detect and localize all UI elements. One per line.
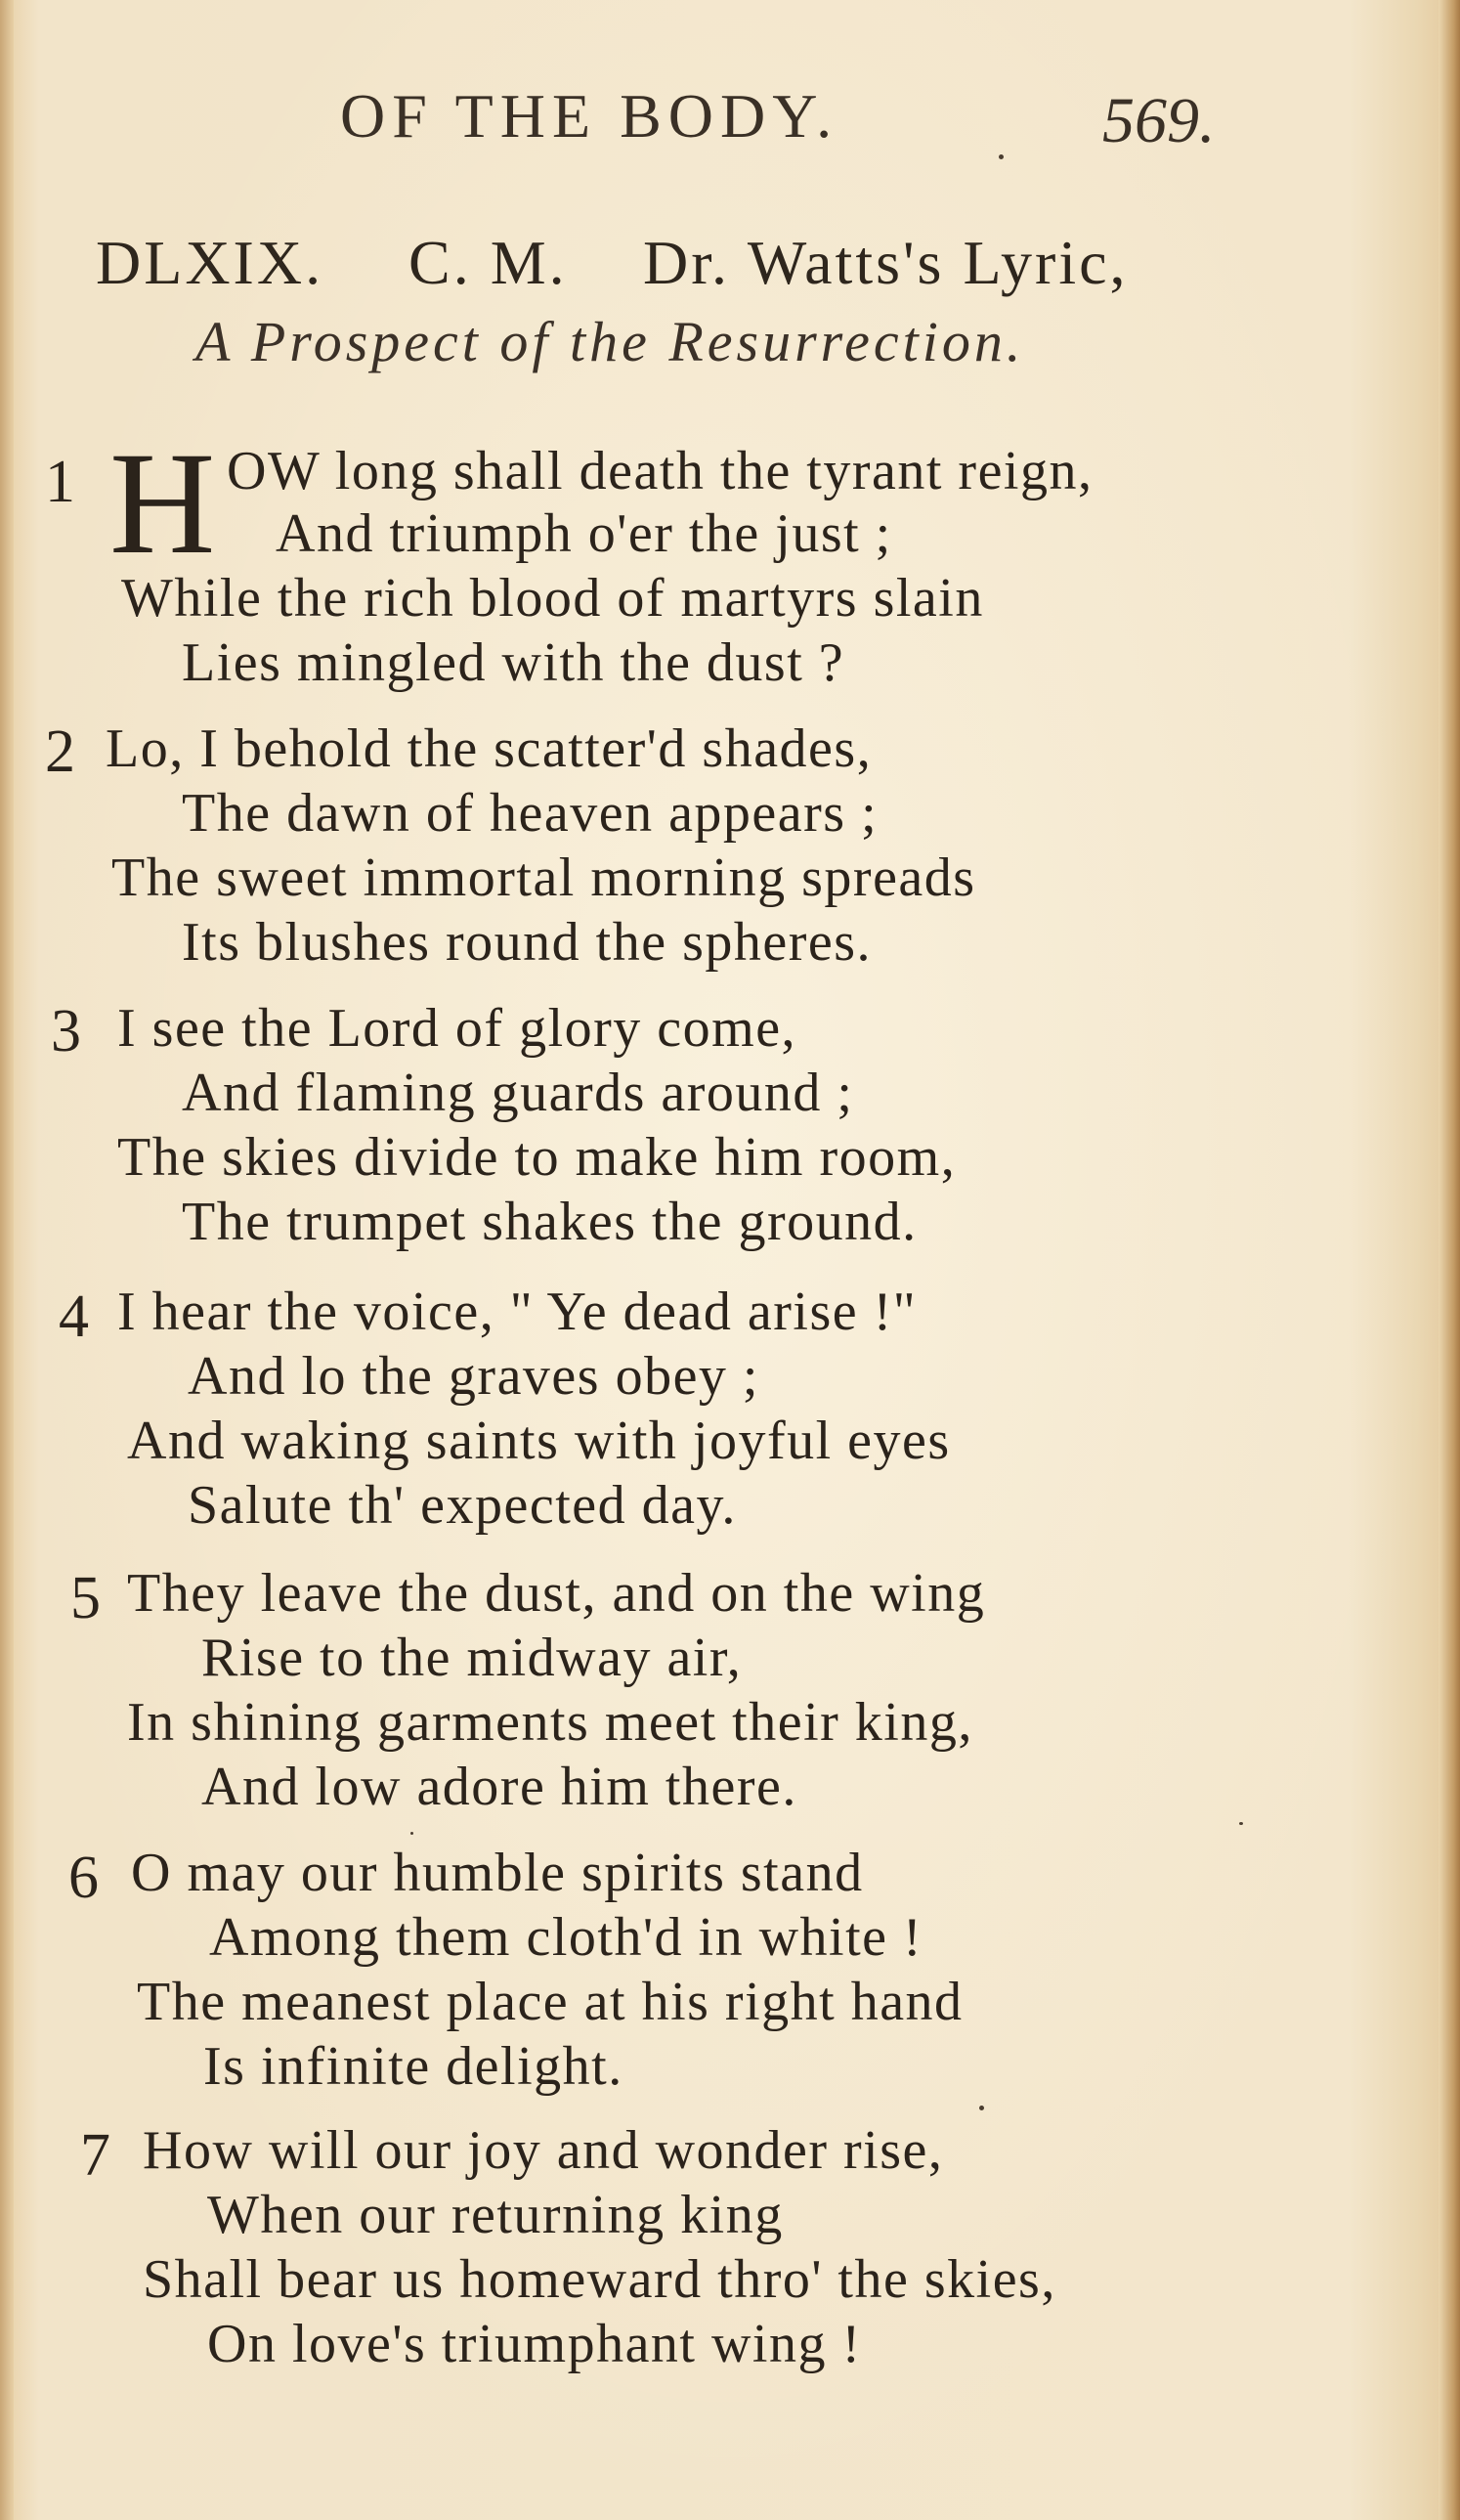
page-header: [0, 80, 1460, 158]
hymn-author: Dr. Watts's Lyric,: [643, 228, 1129, 297]
page-outer-edge: [1439, 0, 1460, 2520]
verse-line: And flaming guards around ;: [182, 1063, 854, 1123]
verse-line: Lies mingled with the dust ?: [182, 632, 845, 693]
hymn-subtitle: A Prospect of the Resurrection.: [195, 310, 1025, 373]
paper-speck: [999, 154, 1004, 159]
stanza-number: 4: [59, 1283, 89, 1350]
verse-line: And lo the graves obey ;: [188, 1346, 759, 1407]
verse-line: Among them cloth'd in white !: [209, 1907, 923, 1968]
verse-line: Shall bear us homeward thro' the skies,: [143, 2249, 1056, 2310]
verse-line: Lo, I behold the scatter'd shades,: [106, 718, 873, 779]
drop-cap: H: [109, 422, 216, 585]
stanza-number: 5: [70, 1565, 101, 1631]
page-gutter-edge: [0, 0, 14, 2520]
hymn-number: DLXIX.: [96, 228, 324, 297]
verse-line: Its blushes round the spheres.: [182, 912, 873, 973]
paper-speck: [979, 2106, 984, 2110]
verse-line: I hear the voice, " Ye dead arise !": [117, 1282, 918, 1342]
stanza-number: 2: [45, 718, 75, 785]
verse-line: And triumph o'er the just ;: [276, 503, 892, 564]
paper-speck: [410, 1832, 413, 1835]
verse-line: OW long shall death the tyrant reign,: [227, 441, 1094, 501]
running-head: OF THE BODY.: [340, 81, 839, 151]
verse-line: O may our humble spirits stand: [131, 1843, 864, 1903]
stanza-number: 3: [51, 998, 81, 1064]
page-number: 569.: [1102, 85, 1216, 156]
verse-line: The dawn of heaven appears ;: [182, 783, 879, 844]
verse-line: Is infinite delight.: [203, 2036, 623, 2097]
verse-line: The trumpet shakes the ground.: [182, 1192, 918, 1252]
verse-line: While the rich blood of martyrs slain: [121, 568, 984, 629]
verse-line: And waking saints with joyful eyes: [127, 1411, 951, 1471]
verse-line: And low adore him there.: [201, 1757, 797, 1817]
hymn-heading: [96, 227, 1327, 295]
verse-line: Rise to the midway air,: [201, 1628, 743, 1688]
verse-line: I see the Lord of glory come,: [117, 998, 797, 1059]
verse-line: On love's triumphant wing !: [207, 2314, 862, 2374]
verse-line: The skies divide to make him room,: [117, 1127, 957, 1188]
verse-line: When our returning king: [207, 2185, 784, 2245]
verse-line: In shining garments meet their king,: [127, 1692, 973, 1753]
stanza-number: 7: [80, 2122, 110, 2189]
hymn-meter: C. M.: [408, 228, 568, 297]
paper-speck: [1239, 1822, 1243, 1825]
verse-line: The meanest place at his right hand: [137, 1972, 964, 2032]
verse-line: Salute th' expected day.: [188, 1475, 737, 1536]
verse-line: They leave the dust, and on the wing: [127, 1563, 986, 1624]
verse-line: How will our joy and wonder rise,: [143, 2120, 944, 2181]
stanza-number: 6: [68, 1845, 99, 1911]
stanza-number: 1: [45, 449, 75, 515]
verse-line: The sweet immortal morning spreads: [111, 847, 976, 908]
